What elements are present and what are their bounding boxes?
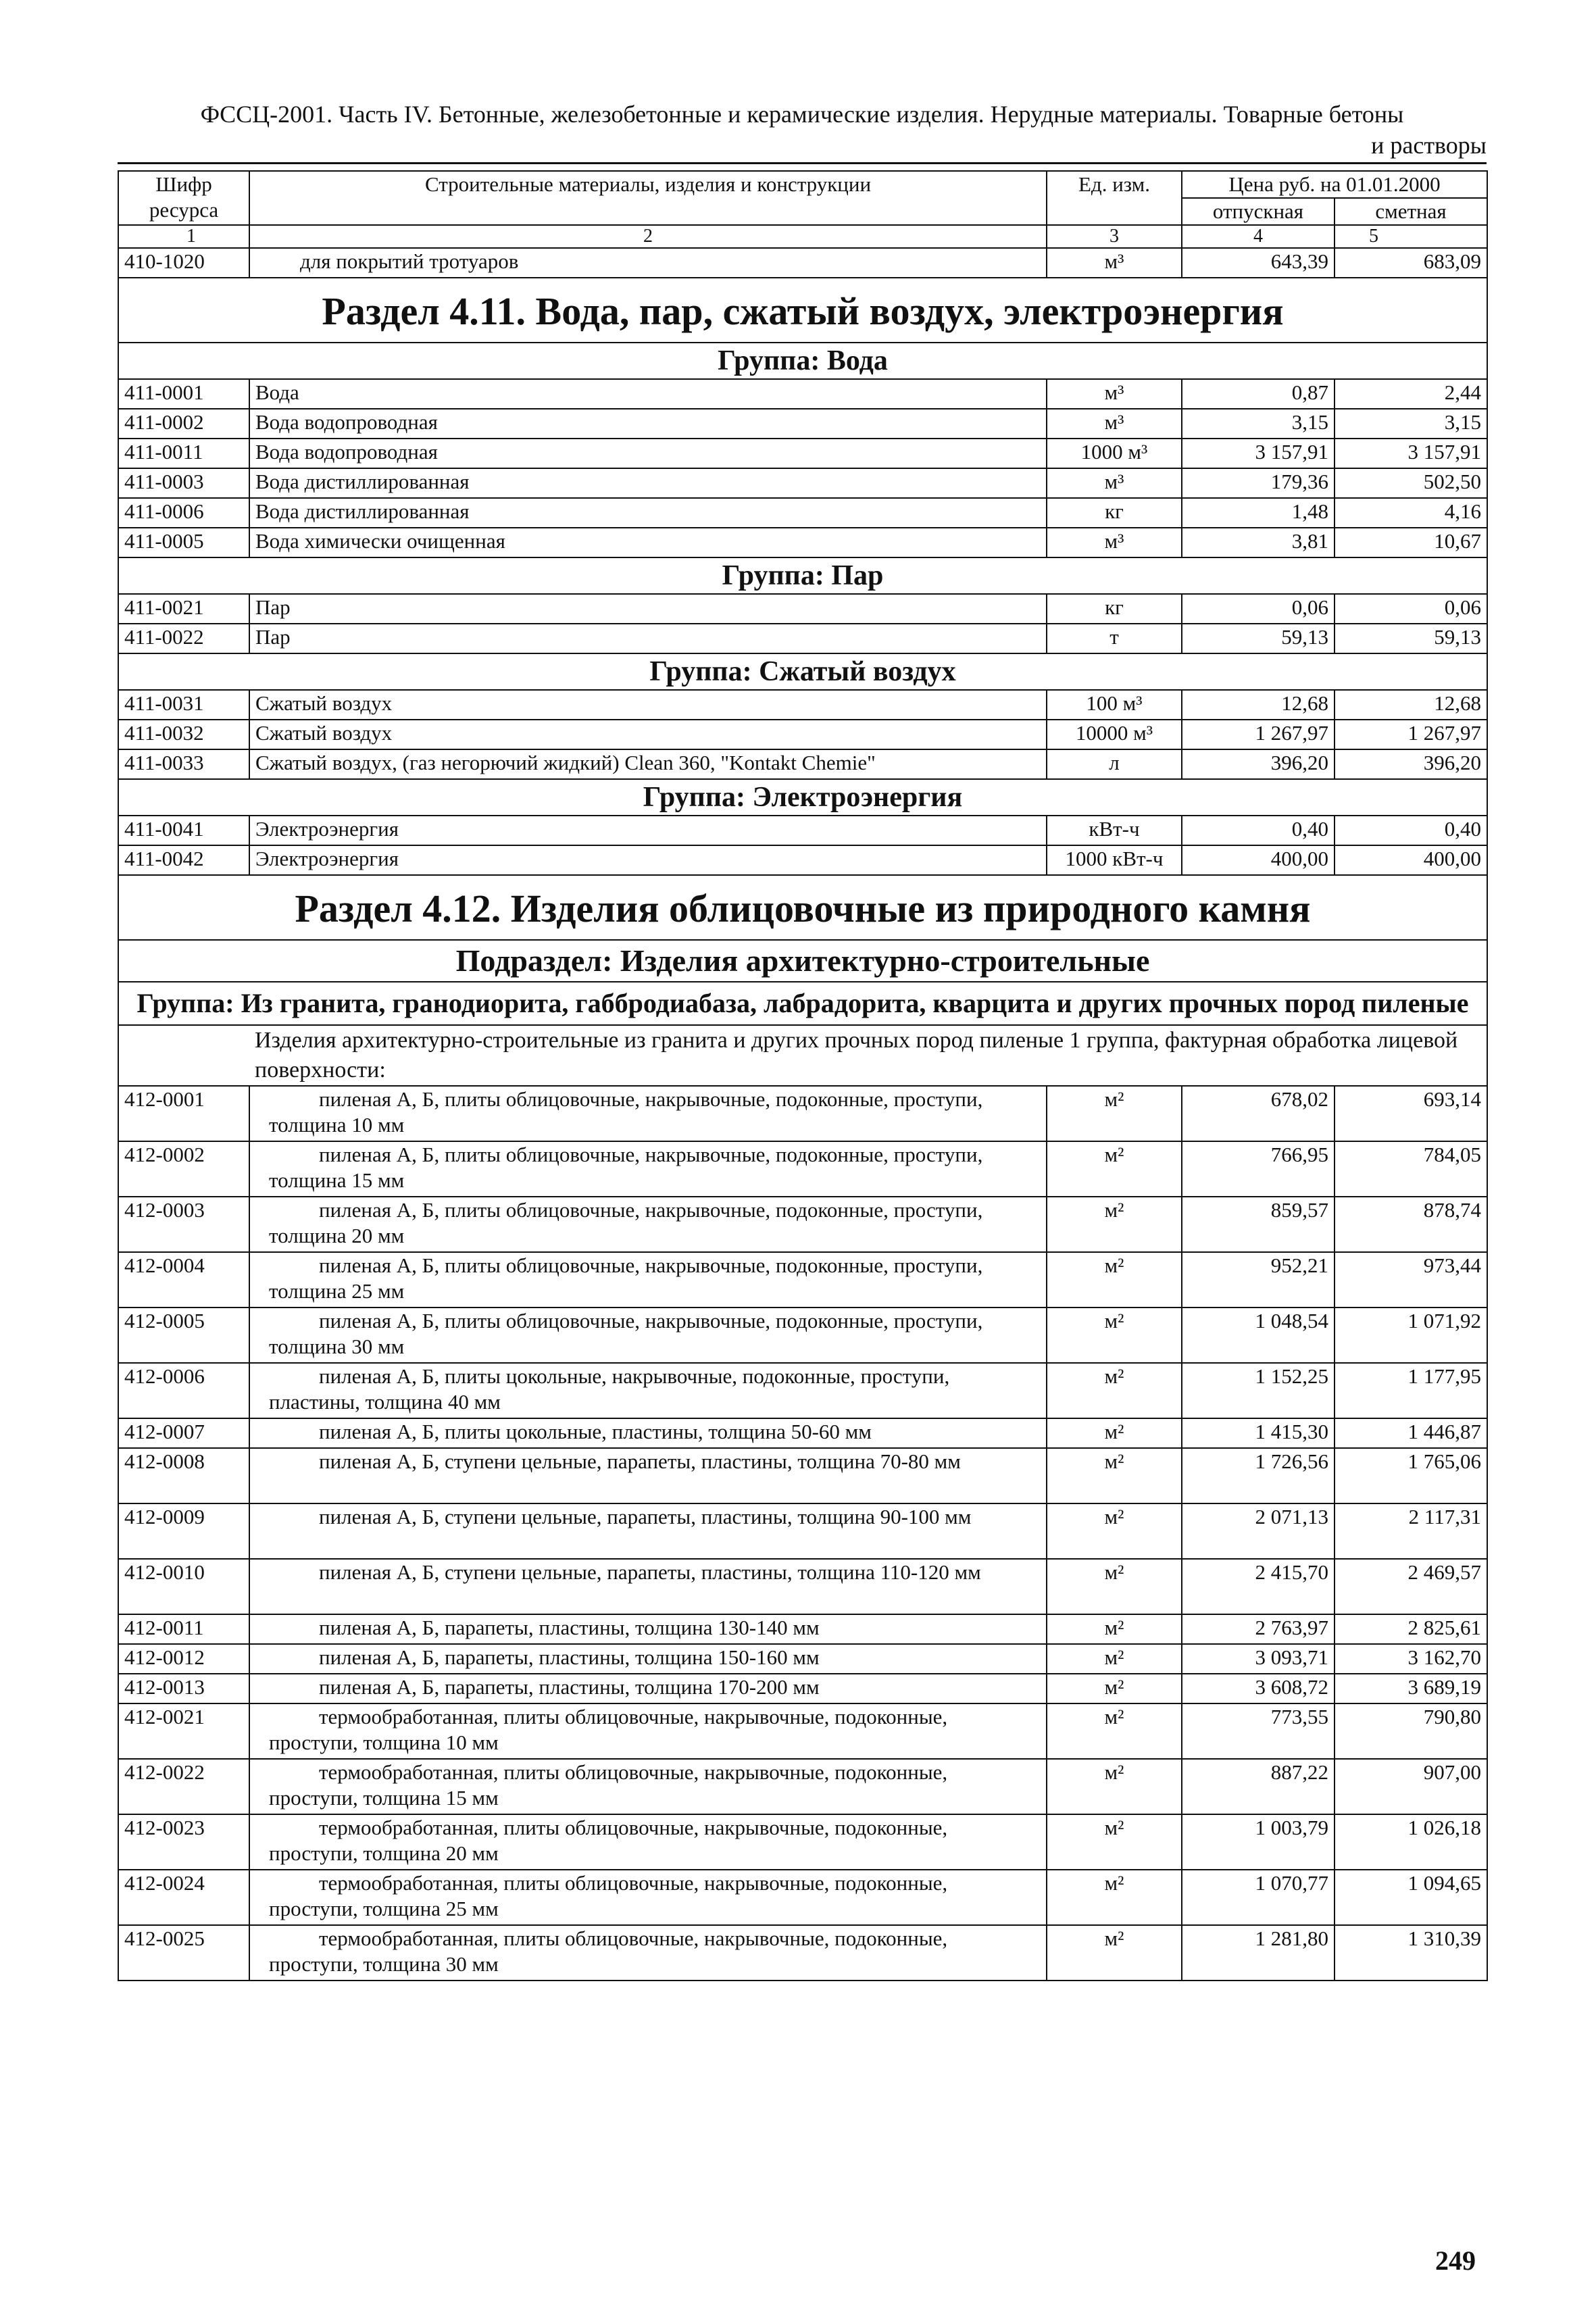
resource-code: 411-0001 <box>118 379 249 409</box>
unit: м² <box>1047 1870 1182 1925</box>
material-name: Пар <box>249 624 1047 653</box>
estimate-price: 396,20 <box>1335 749 1487 779</box>
unit: м³ <box>1047 248 1182 278</box>
table-row <box>118 749 1487 779</box>
release-price: 59,13 <box>1182 624 1335 653</box>
page-header-line-2: и растворы <box>1371 132 1487 159</box>
release-price: 1 726,56 <box>1182 1448 1335 1503</box>
material-name: Электроэнергия <box>249 845 1047 875</box>
material-name-text: термообработанная, плиты облицовочные, накрывочные, подоконные, проступи, толщина 10 мм <box>269 1705 948 1754</box>
section-title: Раздел 4.12. Изделия облицовочные из природного камня <box>118 875 1487 940</box>
estimate-price: 400,00 <box>1335 845 1487 875</box>
estimate-price: 12,68 <box>1335 690 1487 720</box>
unit: м² <box>1047 1363 1182 1418</box>
resource-code: 411-0002 <box>118 409 249 439</box>
estimate-price: 878,74 <box>1335 1197 1487 1252</box>
release-price: 0,87 <box>1182 379 1335 409</box>
material-name <box>249 1448 1047 1503</box>
subsection-title: Подраздел: Изделия архитектурно-строительные <box>118 940 1487 982</box>
release-price: 396,20 <box>1182 749 1335 779</box>
resource-code: 411-0005 <box>118 528 249 557</box>
intro-code-cell <box>118 1025 249 1086</box>
estimate-price: 3 689,19 <box>1335 1674 1487 1703</box>
resource-code: 412-0012 <box>118 1644 249 1674</box>
estimate-price: 790,80 <box>1335 1703 1487 1759</box>
release-price: 766,95 <box>1182 1141 1335 1197</box>
estimate-price: 683,09 <box>1335 248 1487 278</box>
release-price: 0,40 <box>1182 816 1335 845</box>
unit: м³ <box>1047 468 1182 498</box>
estimate-price: 3 157,91 <box>1335 439 1487 468</box>
col-header-release: отпускная <box>1182 198 1335 225</box>
material-name-text: пиленая А, Б, ступени цельные, парапеты, пластины, толщина 70-80 мм <box>319 1449 961 1473</box>
table-row <box>118 1644 1487 1674</box>
estimate-price: 973,44 <box>1335 1252 1487 1308</box>
material-name <box>249 1674 1047 1703</box>
estimate-price: 693,14 <box>1335 1086 1487 1141</box>
col-header-unit: Ед. изм. <box>1047 171 1182 225</box>
table-row <box>118 468 1487 498</box>
release-price: 179,36 <box>1182 468 1335 498</box>
material-name-text: пиленая А, Б, плиты цокольные, накрывочные, подоконные, проступи, пластины, толщина 40 мм <box>269 1364 950 1414</box>
estimate-price: 1 094,65 <box>1335 1870 1487 1925</box>
material-name <box>249 1870 1047 1925</box>
unit: 100 м³ <box>1047 690 1182 720</box>
unit: кг <box>1047 594 1182 624</box>
page-number: 249 <box>1435 2245 1476 2276</box>
estimate-price: 2 117,31 <box>1335 1503 1487 1559</box>
release-price: 12,68 <box>1182 690 1335 720</box>
table-row <box>118 409 1487 439</box>
unit: м² <box>1047 1925 1182 1981</box>
release-price: 0,06 <box>1182 594 1335 624</box>
material-name: Вода химически очищенная <box>249 528 1047 557</box>
resource-code: 412-0024 <box>118 1870 249 1925</box>
release-price: 1 267,97 <box>1182 720 1335 749</box>
estimate-price: 502,50 <box>1335 468 1487 498</box>
resource-code: 412-0008 <box>118 1448 249 1503</box>
material-name <box>249 1363 1047 1418</box>
table-row <box>118 1614 1487 1644</box>
unit: м³ <box>1047 528 1182 557</box>
col-header-code: Шифр ресурса <box>118 171 249 225</box>
unit: м² <box>1047 1448 1182 1503</box>
unit: м² <box>1047 1674 1182 1703</box>
col-index: 5 <box>1335 225 1487 248</box>
unit: м³ <box>1047 379 1182 409</box>
material-name-text: пиленая А, Б, ступени цельные, парапеты, пластины, толщина 110-120 мм <box>319 1560 981 1584</box>
intro-text: Изделия архитектурно-строительные из гранита и других прочных пород пиленые 1 группа, фактурная обработка лицевой поверхности: <box>249 1025 1487 1086</box>
estimate-price: 0,40 <box>1335 816 1487 845</box>
resource-code: 412-0010 <box>118 1559 249 1614</box>
release-price: 1 281,80 <box>1182 1925 1335 1981</box>
material-name-text: пиленая А, Б, плиты облицовочные, накрывочные, подоконные, проступи, толщина 30 мм <box>269 1309 983 1358</box>
estimate-price: 2,44 <box>1335 379 1487 409</box>
table-row <box>118 1674 1487 1703</box>
unit: м² <box>1047 1759 1182 1814</box>
table-row <box>118 690 1487 720</box>
unit: м² <box>1047 1814 1182 1870</box>
material-name <box>249 1252 1047 1308</box>
estimate-price: 1 267,97 <box>1335 720 1487 749</box>
material-name-text: пиленая А, Б, парапеты, пластины, толщина 170-200 мм <box>319 1675 820 1699</box>
estimate-price: 2 469,57 <box>1335 1559 1487 1614</box>
col-header-estimate: сметная <box>1335 198 1487 225</box>
col-index: 1 <box>118 225 249 248</box>
unit: 1000 кВт-ч <box>1047 845 1182 875</box>
group-heading-granite <box>118 982 1487 1025</box>
estimate-price: 1 071,92 <box>1335 1308 1487 1363</box>
material-name-text: пиленая А, Б, плиты облицовочные, накрывочные, подоконные, проступи, толщина 15 мм <box>269 1143 983 1192</box>
table-row <box>118 1086 1487 1141</box>
header-rule <box>118 162 1487 164</box>
material-name-text: термообработанная, плиты облицовочные, накрывочные, подоконные, проступи, толщина 25 мм <box>269 1871 948 1920</box>
unit: кВт-ч <box>1047 816 1182 845</box>
resource-code: 411-0033 <box>118 749 249 779</box>
material-name: Вода дистиллированная <box>249 468 1047 498</box>
material-name <box>249 1644 1047 1674</box>
release-price: 3,15 <box>1182 409 1335 439</box>
subsection-heading <box>118 940 1487 982</box>
unit: м² <box>1047 1086 1182 1141</box>
table-row <box>118 816 1487 845</box>
col-header-name: Строительные материалы, изделия и конструкции <box>249 171 1047 225</box>
material-name-text: пиленая А, Б, плиты цокольные, пластины, толщина 50-60 мм <box>319 1420 872 1443</box>
group-title: Группа: Вода <box>118 343 1487 379</box>
material-name-text: пиленая А, Б, ступени цельные, парапеты, пластины, толщина 90-100 мм <box>319 1505 972 1528</box>
table-row <box>118 528 1487 557</box>
material-name <box>249 1141 1047 1197</box>
col-index: 3 <box>1047 225 1182 248</box>
unit: кг <box>1047 498 1182 528</box>
unit: м³ <box>1047 409 1182 439</box>
table-row <box>118 1759 1487 1814</box>
table-row <box>118 1252 1487 1308</box>
unit: м² <box>1047 1252 1182 1308</box>
resource-code: 412-0023 <box>118 1814 249 1870</box>
estimate-price: 907,00 <box>1335 1759 1487 1814</box>
release-price: 3 093,71 <box>1182 1644 1335 1674</box>
material-name-text: термообработанная, плиты облицовочные, накрывочные, подоконные, проступи, толщина 20 мм <box>269 1816 948 1865</box>
resource-code: 411-0042 <box>118 845 249 875</box>
material-name: Электроэнергия <box>249 816 1047 845</box>
resource-code: 411-0021 <box>118 594 249 624</box>
release-price: 952,21 <box>1182 1252 1335 1308</box>
estimate-price: 3 162,70 <box>1335 1644 1487 1674</box>
material-name <box>249 1559 1047 1614</box>
material-name <box>249 1703 1047 1759</box>
release-price: 1,48 <box>1182 498 1335 528</box>
table-row <box>118 498 1487 528</box>
group-heading-electricity <box>118 779 1487 816</box>
material-name: Пар <box>249 594 1047 624</box>
table-row <box>118 379 1487 409</box>
release-price: 773,55 <box>1182 1703 1335 1759</box>
group-heading-water <box>118 343 1487 379</box>
table-row <box>118 1448 1487 1503</box>
material-name: Вода дистиллированная <box>249 498 1047 528</box>
release-price: 1 003,79 <box>1182 1814 1335 1870</box>
unit: м² <box>1047 1141 1182 1197</box>
release-price: 400,00 <box>1182 845 1335 875</box>
estimate-price: 2 825,61 <box>1335 1614 1487 1644</box>
release-price: 678,02 <box>1182 1086 1335 1141</box>
table-row <box>118 439 1487 468</box>
table-row <box>118 624 1487 653</box>
material-name-text: термообработанная, плиты облицовочные, накрывочные, подоконные, проступи, толщина 30 мм <box>269 1926 948 1976</box>
group-title: Группа: Электроэнергия <box>118 779 1487 816</box>
unit: м² <box>1047 1503 1182 1559</box>
estimate-price: 3,15 <box>1335 409 1487 439</box>
unit: м² <box>1047 1559 1182 1614</box>
release-price: 643,39 <box>1182 248 1335 278</box>
group-heading-steam <box>118 557 1487 594</box>
material-name <box>249 1197 1047 1252</box>
material-name: Сжатый воздух, (газ негорючий жидкий) Clean 360, "Kontakt Chemie" <box>249 749 1047 779</box>
estimate-price: 1 446,87 <box>1335 1418 1487 1448</box>
material-name <box>249 1086 1047 1141</box>
material-name: для покрытий тротуаров <box>249 248 1047 278</box>
resource-code: 412-0013 <box>118 1674 249 1703</box>
table-row <box>118 594 1487 624</box>
table-index-row <box>118 225 1487 248</box>
table-row <box>118 1363 1487 1418</box>
material-name: Вода <box>249 379 1047 409</box>
group-title: Группа: Сжатый воздух <box>118 653 1487 690</box>
resource-code: 412-0011 <box>118 1614 249 1644</box>
table-row <box>118 845 1487 875</box>
resource-code: 412-0025 <box>118 1925 249 1981</box>
release-price: 3 608,72 <box>1182 1674 1335 1703</box>
estimate-price: 59,13 <box>1335 624 1487 653</box>
section-heading-4-11 <box>118 278 1487 343</box>
material-name <box>249 1418 1047 1448</box>
price-table <box>118 170 1488 1981</box>
release-price: 1 152,25 <box>1182 1363 1335 1418</box>
material-name <box>249 1759 1047 1814</box>
resource-code: 412-0002 <box>118 1141 249 1197</box>
resource-code: 411-0022 <box>118 624 249 653</box>
material-name: Сжатый воздух <box>249 720 1047 749</box>
col-header-price: Цена руб. на 01.01.2000 <box>1182 171 1487 198</box>
unit: л <box>1047 749 1182 779</box>
table-row <box>118 1870 1487 1925</box>
material-name-text: пиленая А, Б, парапеты, пластины, толщина 130-140 мм <box>319 1616 820 1639</box>
table-row <box>118 720 1487 749</box>
col-index: 4 <box>1182 225 1335 248</box>
group-heading-compressed-air <box>118 653 1487 690</box>
release-price: 859,57 <box>1182 1197 1335 1252</box>
table-row <box>118 248 1487 278</box>
estimate-price: 0,06 <box>1335 594 1487 624</box>
table-row <box>118 1503 1487 1559</box>
estimate-price: 1 765,06 <box>1335 1448 1487 1503</box>
release-price: 2 415,70 <box>1182 1559 1335 1614</box>
release-price: 1 415,30 <box>1182 1418 1335 1448</box>
release-price: 2 763,97 <box>1182 1614 1335 1644</box>
material-name-text: термообработанная, плиты облицовочные, накрывочные, подоконные, проступи, толщина 15 мм <box>269 1760 948 1810</box>
table-row <box>118 1814 1487 1870</box>
table-row <box>118 1308 1487 1363</box>
resource-code: 411-0032 <box>118 720 249 749</box>
estimate-price: 4,16 <box>1335 498 1487 528</box>
material-name <box>249 1614 1047 1644</box>
page-header-line-1: ФССЦ-2001. Часть IV. Бетонные, железобетонные и керамические изделия. Нерудные материалы. Товарные бетоны <box>200 101 1404 128</box>
resource-code: 412-0007 <box>118 1418 249 1448</box>
material-name-text: пиленая А, Б, плиты облицовочные, накрывочные, подоконные, проступи, толщина 25 мм <box>269 1253 983 1303</box>
release-price: 887,22 <box>1182 1759 1335 1814</box>
release-price: 1 048,54 <box>1182 1308 1335 1363</box>
resource-code: 412-0004 <box>118 1252 249 1308</box>
section-heading-4-12 <box>118 875 1487 940</box>
material-name: Вода водопроводная <box>249 409 1047 439</box>
resource-code: 411-0006 <box>118 498 249 528</box>
unit: м² <box>1047 1644 1182 1674</box>
table-row <box>118 1141 1487 1197</box>
unit: 10000 м³ <box>1047 720 1182 749</box>
col-index: 2 <box>249 225 1047 248</box>
release-price: 1 070,77 <box>1182 1870 1335 1925</box>
page-header <box>118 99 1487 161</box>
estimate-price: 784,05 <box>1335 1141 1487 1197</box>
material-name-text: пиленая А, Б, плиты облицовочные, накрывочные, подоконные, проступи, толщина 10 мм <box>269 1087 983 1137</box>
release-price: 2 071,13 <box>1182 1503 1335 1559</box>
table-row <box>118 1559 1487 1614</box>
resource-code: 412-0022 <box>118 1759 249 1814</box>
intro-row <box>118 1025 1487 1086</box>
table-row <box>118 1703 1487 1759</box>
release-price: 3,81 <box>1182 528 1335 557</box>
estimate-price: 1 177,95 <box>1335 1363 1487 1418</box>
release-price: 3 157,91 <box>1182 439 1335 468</box>
resource-code: 412-0006 <box>118 1363 249 1418</box>
resource-code: 411-0011 <box>118 439 249 468</box>
material-name-text: пиленая А, Б, парапеты, пластины, толщина 150-160 мм <box>319 1645 820 1669</box>
resource-code: 412-0021 <box>118 1703 249 1759</box>
estimate-price: 10,67 <box>1335 528 1487 557</box>
table-header-row <box>118 171 1487 198</box>
estimate-price: 1 310,39 <box>1335 1925 1487 1981</box>
group-title: Группа: Из гранита, гранодиорита, габбродиабаза, лабрадорита, кварцита и других прочных пород пиленые <box>118 982 1487 1025</box>
resource-code: 412-0009 <box>118 1503 249 1559</box>
resource-code: 412-0005 <box>118 1308 249 1363</box>
unit: м² <box>1047 1614 1182 1644</box>
unit: м² <box>1047 1703 1182 1759</box>
table-row <box>118 1418 1487 1448</box>
unit: м² <box>1047 1308 1182 1363</box>
section-title: Раздел 4.11. Вода, пар, сжатый воздух, электроэнергия <box>118 278 1487 343</box>
unit: т <box>1047 624 1182 653</box>
material-name <box>249 1503 1047 1559</box>
table-row <box>118 1197 1487 1252</box>
resource-code: 412-0001 <box>118 1086 249 1141</box>
group-title: Группа: Пар <box>118 557 1487 594</box>
material-name <box>249 1814 1047 1870</box>
material-name-text: пиленая А, Б, плиты облицовочные, накрывочные, подоконные, проступи, толщина 20 мм <box>269 1198 983 1247</box>
material-name <box>249 1308 1047 1363</box>
material-name: Сжатый воздух <box>249 690 1047 720</box>
unit: 1000 м³ <box>1047 439 1182 468</box>
resource-code: 412-0003 <box>118 1197 249 1252</box>
resource-code: 411-0041 <box>118 816 249 845</box>
unit: м² <box>1047 1418 1182 1448</box>
resource-code: 410-1020 <box>118 248 249 278</box>
resource-code: 411-0003 <box>118 468 249 498</box>
material-name: Вода водопроводная <box>249 439 1047 468</box>
estimate-price: 1 026,18 <box>1335 1814 1487 1870</box>
table-row <box>118 1925 1487 1981</box>
material-name <box>249 1925 1047 1981</box>
resource-code: 411-0031 <box>118 690 249 720</box>
unit: м² <box>1047 1197 1182 1252</box>
